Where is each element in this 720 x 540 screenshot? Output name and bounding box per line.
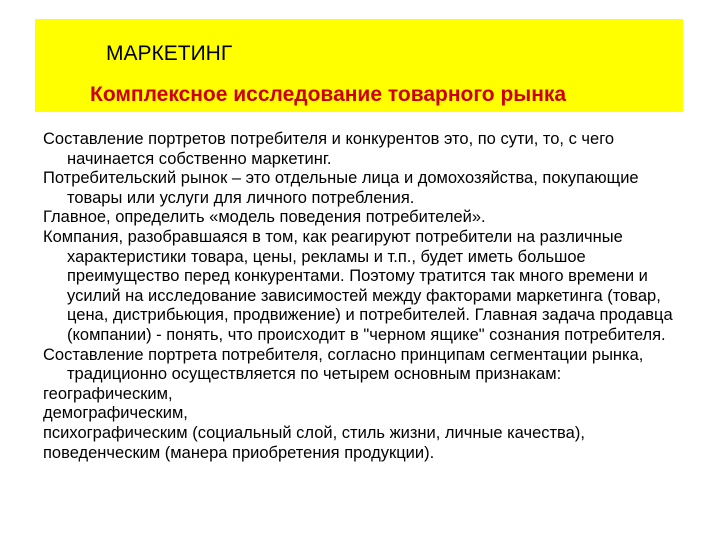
paragraph-behavior-model: Главное, определить «модель поведения потребителей».: [43, 208, 486, 227]
criterion-psychographic: психографическим (социальный слой, стиль жизни, личные качества),: [43, 423, 585, 442]
slide-body: [43, 130, 693, 463]
slide-subtitle: Комплексное исследование товарного рынка: [90, 83, 567, 106]
criterion-demographic: демографическим,: [43, 404, 188, 423]
criterion-geographic: географическим,: [43, 384, 173, 403]
criterion-behavioral: поведенческим (манера приобретения продукции).: [43, 443, 435, 462]
paragraph-segmentation: Составление портрета потребителя, согласно принципам сегментации рынка, традиционно осуществляется по четырем основным признакам:: [43, 345, 644, 384]
paragraph-portraits: Составление портретов потребителя и конкурентов это, по сути, то, с чего начинается собственно маркетинг.: [43, 130, 615, 168]
paragraph-company-advantage: Компания, разобравшаяся в том, как реагируют потребители на различные характеристики товара, цены, рекламы и т.п., будет иметь большое преимущество перед конкурентами. Поэтому тратится так много времени и усилий на исследование зависимостей между факторами маркетинга (товар, цена, дистрибьюция, продвижение) и потребителей. Главная задача продавца (компании) - понять, что происходит в "черном ящике" сознания потребителя.: [43, 227, 673, 344]
paragraph-consumer-market: Потребительский рынок – это отдельные лица и домохозяйства, покупающие товары или услуги для личного потребления.: [43, 169, 639, 207]
slide-title: МАРКЕТИНГ: [106, 42, 233, 65]
